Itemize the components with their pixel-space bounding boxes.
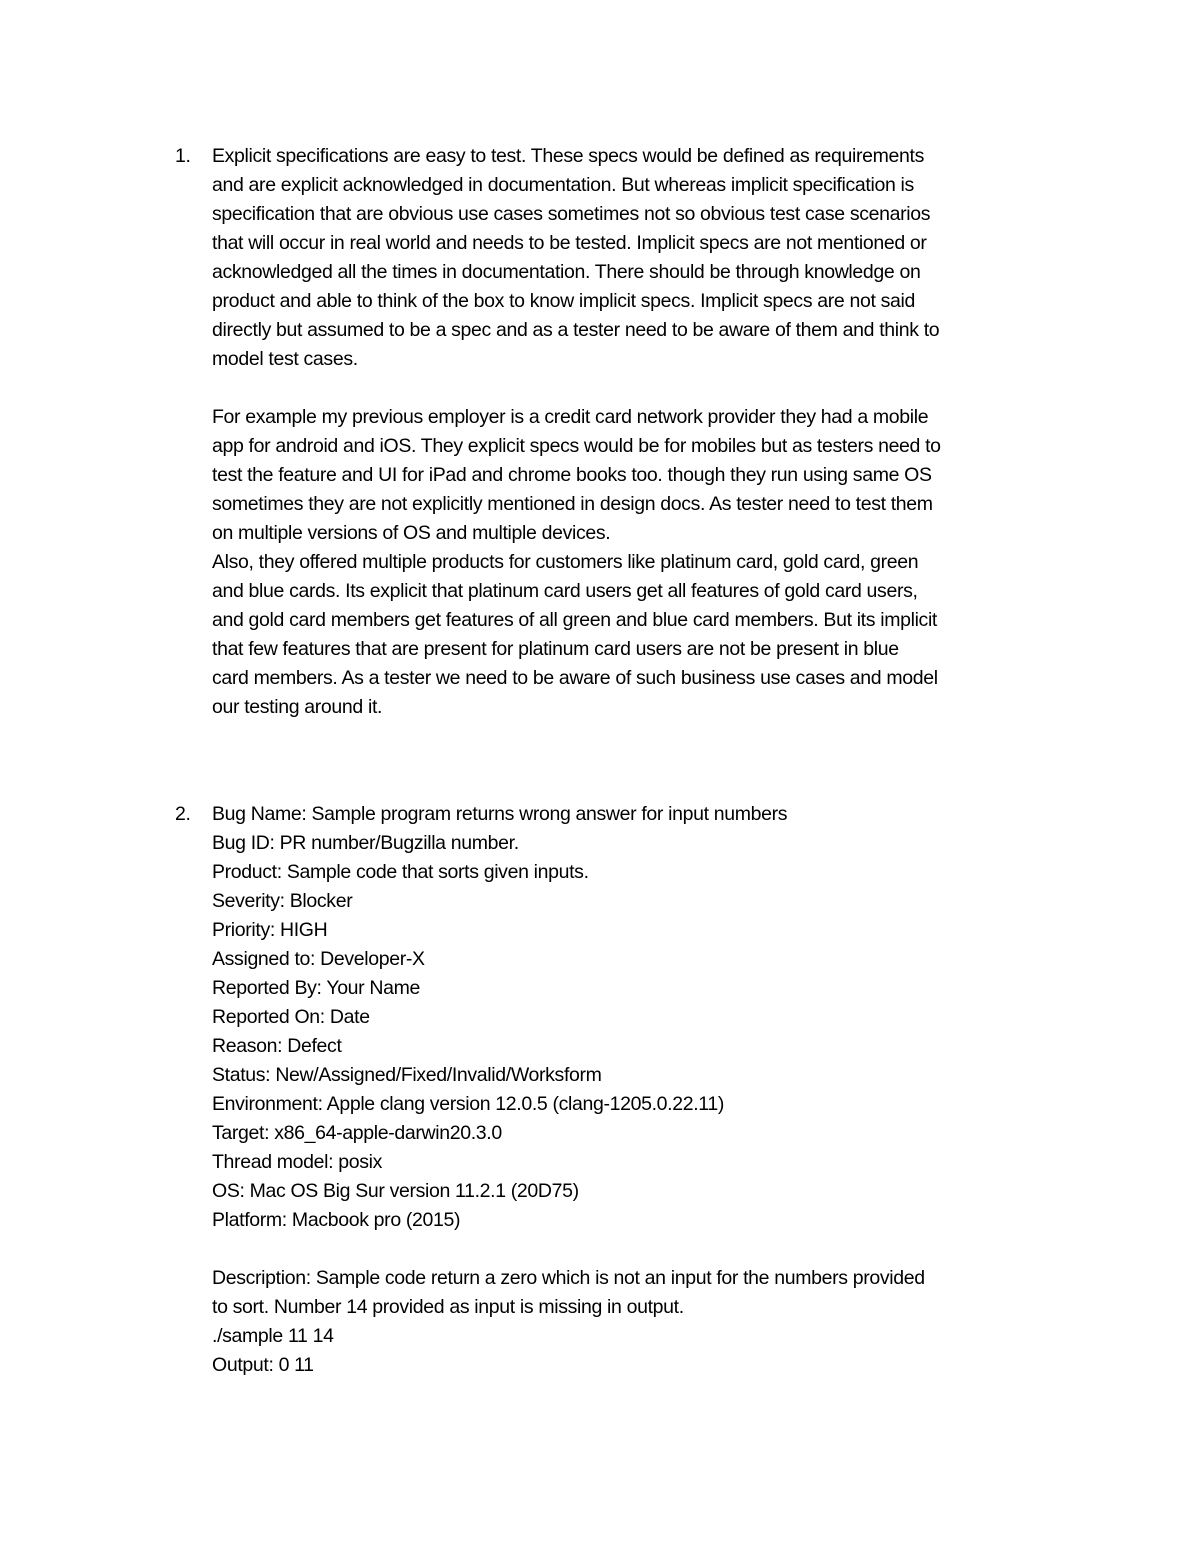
priority-field: Priority: HIGH: [212, 919, 328, 941]
text-line: Also, they offered multiple products for customers like platinum card, gold card, green: [212, 551, 919, 573]
text-line: Explicit specifications are easy to test. These specs would be defined as requirements: [212, 145, 925, 167]
target-field: Target: x86_64-apple-darwin20.3.0: [212, 1122, 502, 1144]
text-line: to sort. Number 14 provided as input is missing in output.: [212, 1296, 684, 1318]
product-field: Product: Sample code that sorts given inputs.: [212, 861, 589, 883]
text-line: on multiple versions of OS and multiple devices.: [212, 522, 611, 544]
text-line: test the feature and UI for iPad and chrome books too. though they run using same OS: [212, 464, 932, 486]
text-line: specification that are obvious use cases sometimes not so obvious test case scenarios: [212, 203, 931, 225]
output-line: Output: 0 11: [212, 1354, 314, 1376]
reported-on-field: Reported On: Date: [212, 1006, 370, 1028]
text-line: sometimes they are not explicitly mentioned in design docs. As tester need to test them: [212, 493, 933, 515]
command-line: ./sample 11 14: [212, 1325, 334, 1347]
text-line: and are explicit acknowledged in documentation. But whereas implicit specification is: [212, 174, 914, 196]
list-item-2: [175, 800, 1082, 1380]
text-line: our testing around it.: [212, 696, 383, 718]
bug-report-fields: [212, 800, 1082, 1235]
text-line: acknowledged all the times in documentation. There should be through knowledge on: [212, 261, 921, 283]
bug-description: [212, 1264, 1082, 1380]
text-line: card members. As a tester we need to be aware of such business use cases and model: [212, 667, 938, 689]
environment-field: Environment: Apple clang version 12.0.5 (clang-1205.0.22.11): [212, 1093, 724, 1115]
list-number: 2.: [175, 803, 191, 825]
text-line: app for android and iOS. They explicit specs would be for mobiles but as testers need to: [212, 435, 941, 457]
platform-field: Platform: Macbook pro (2015): [212, 1209, 461, 1231]
text-line: and gold card members get features of all green and blue card members. But its implicit: [212, 609, 938, 631]
paragraph-gap: [212, 374, 1082, 403]
text-line: For example my previous employer is a credit card network provider they had a mobile: [212, 406, 929, 428]
text-line: product and able to think of the box to know implicit specs. Implicit specs are not said: [212, 290, 915, 312]
paragraph-explicit-implicit-specs: [212, 142, 1082, 374]
bug-name-field: Bug Name: Sample program returns wrong answer for input numbers: [212, 803, 788, 825]
severity-field: Severity: Blocker: [212, 890, 353, 912]
bug-id-field: Bug ID: PR number/Bugzilla number.: [212, 832, 519, 854]
reported-by-field: Reported By: Your Name: [212, 977, 421, 999]
text-line: Description: Sample code return a zero which is not an input for the numbers provided: [212, 1267, 925, 1289]
text-line: directly but assumed to be a spec and as a tester need to be aware of them and think to: [212, 319, 940, 341]
paragraph-example: [212, 403, 1082, 722]
status-field: Status: New/Assigned/Fixed/Invalid/Worksform: [212, 1064, 602, 1086]
text-line: and blue cards. Its explicit that platinum card users get all features of gold card users,: [212, 580, 918, 602]
text-line: model test cases.: [212, 348, 358, 370]
text-line: that few features that are present for platinum card users are not be present in blue: [212, 638, 899, 660]
thread-model-field: Thread model: posix: [212, 1151, 383, 1173]
os-field: OS: Mac OS Big Sur version 11.2.1 (20D75): [212, 1180, 579, 1202]
assigned-to-field: Assigned to: Developer-X: [212, 948, 425, 970]
text-line: that will occur in real world and needs to be tested. Implicit specs are not mentioned or: [212, 232, 927, 254]
paragraph-gap: [212, 1235, 1082, 1264]
list-number: 1.: [175, 145, 191, 167]
list-item-1: [175, 142, 1082, 722]
reason-field: Reason: Defect: [212, 1035, 342, 1057]
